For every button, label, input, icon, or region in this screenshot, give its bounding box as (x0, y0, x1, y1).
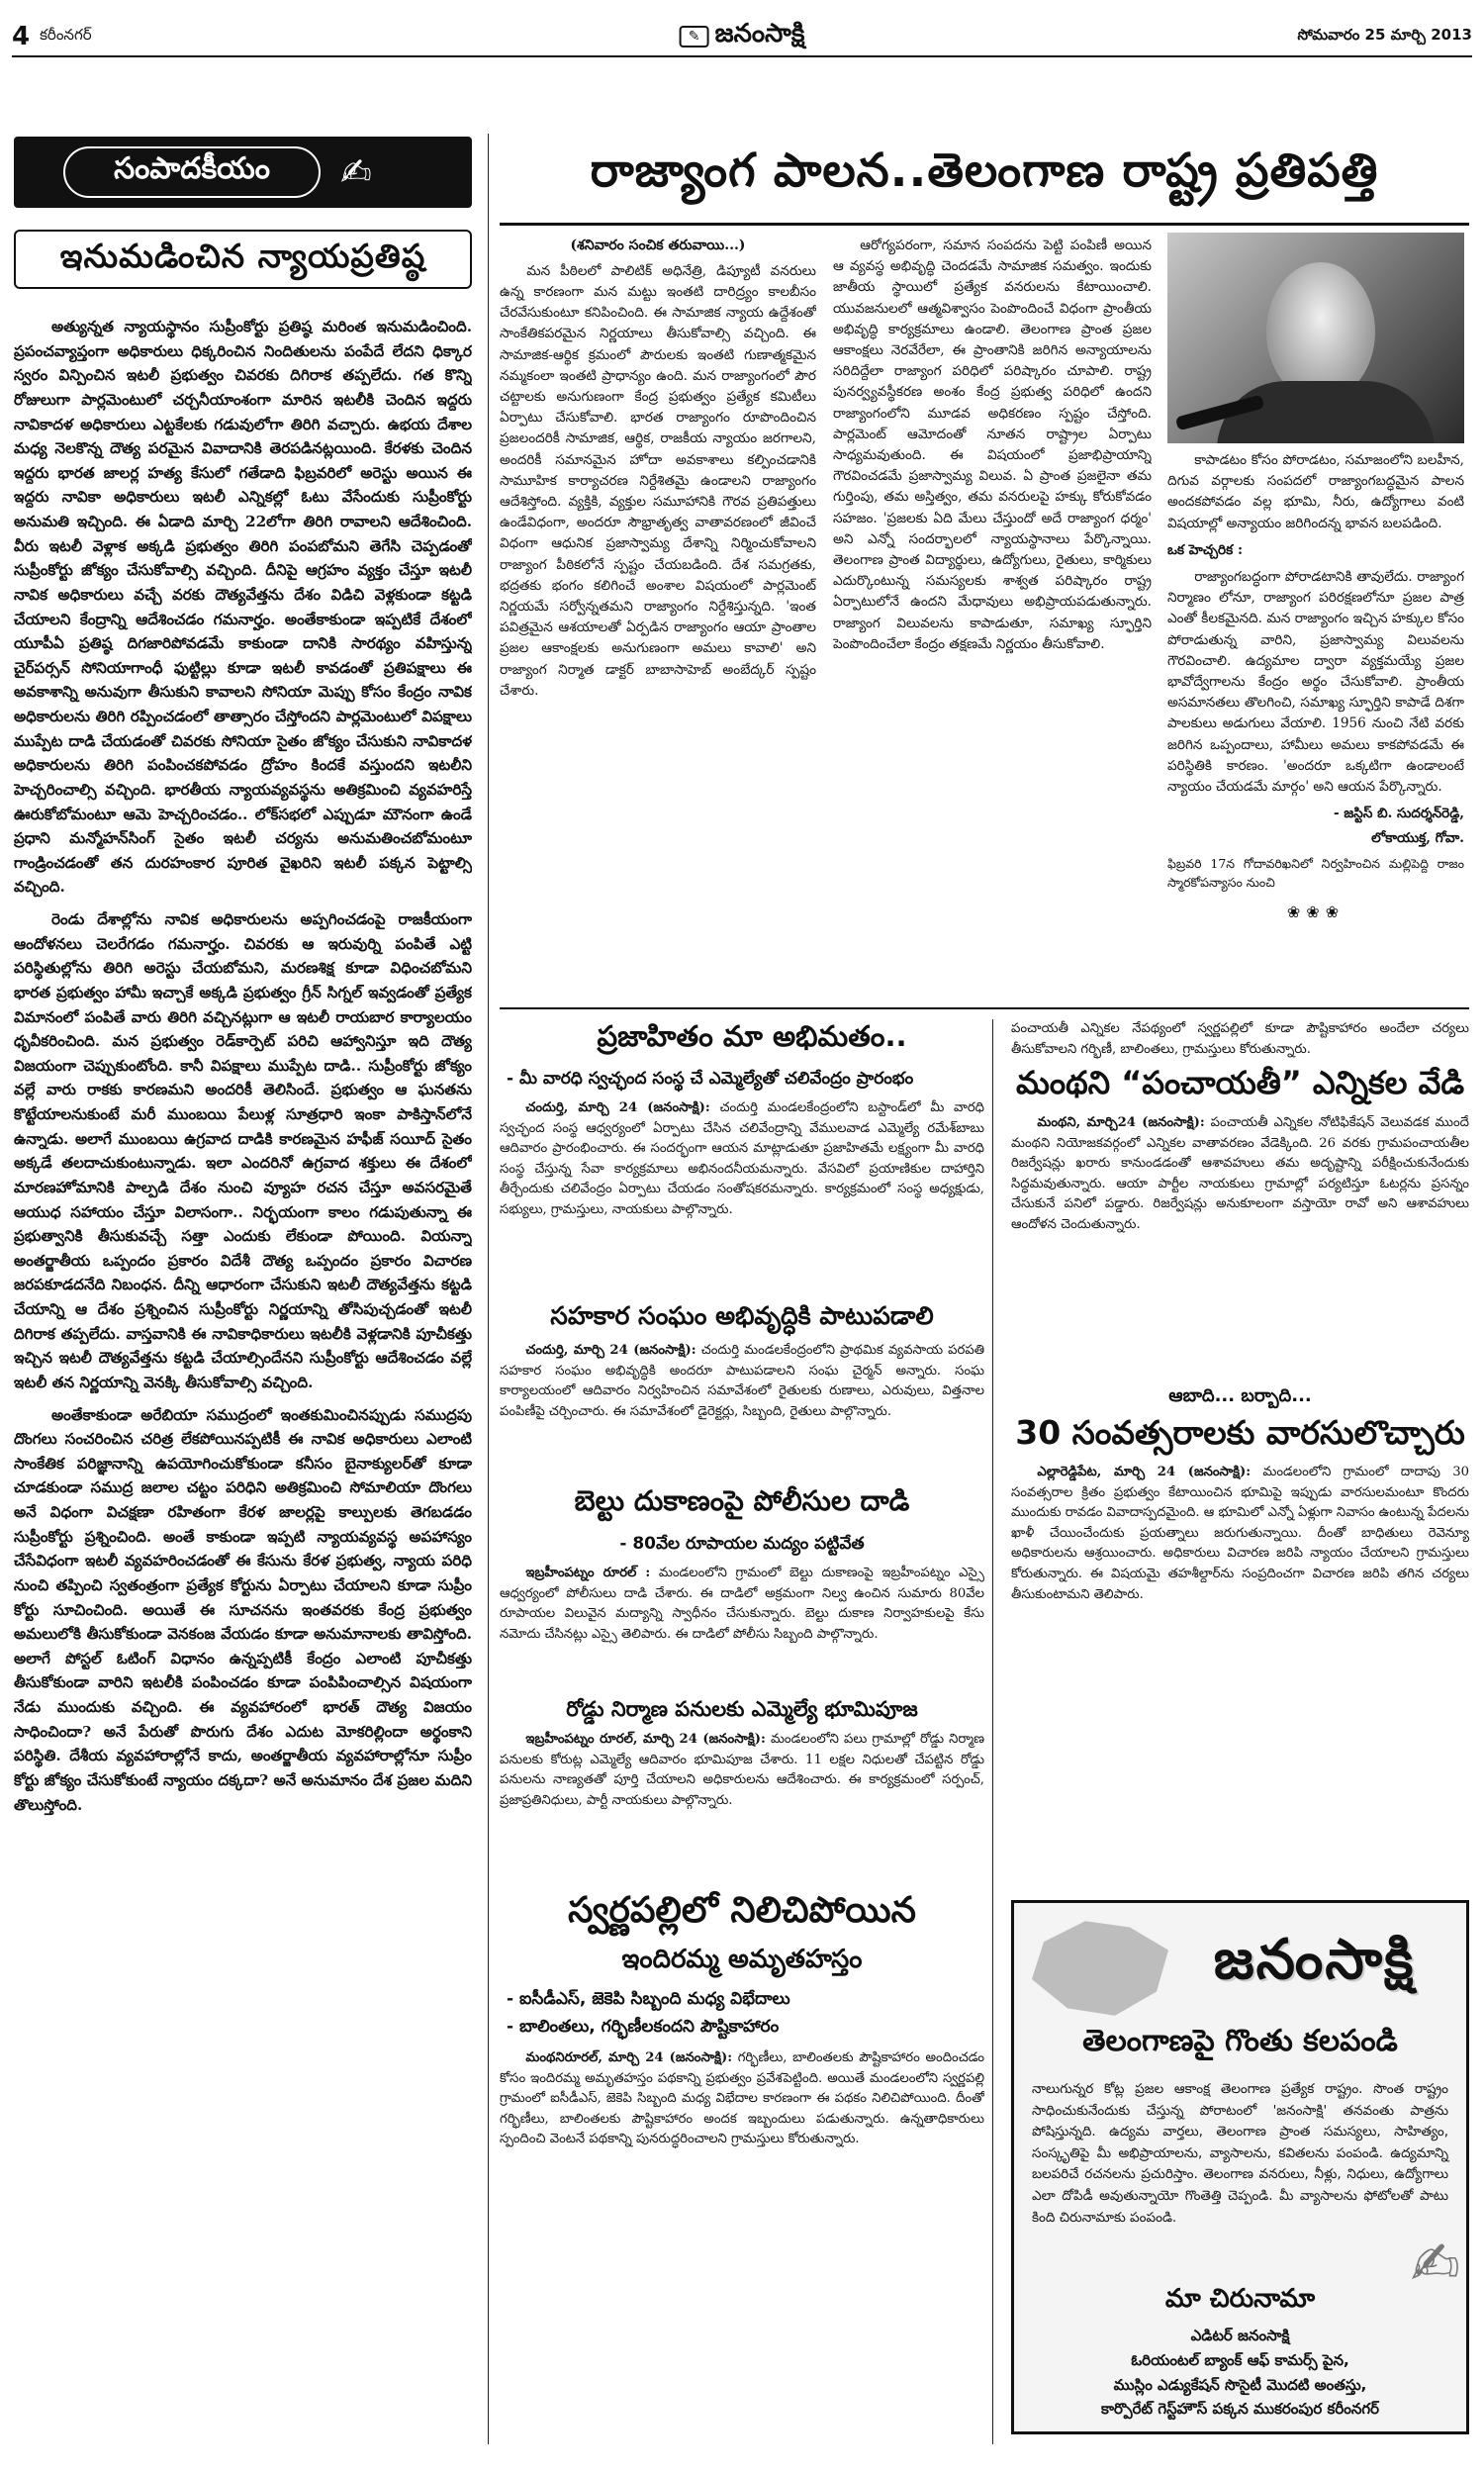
story-kicker: ఆబాది... బర్బాది... (1168, 1385, 1312, 1406)
story-title: మంథని “పంచాయతీ” ఎన్నికల వేడి (1015, 1064, 1465, 1101)
address-line: ఓరియంటల్ బ్యాంక్ ఆఫ్ కామర్స్ పైన, (1131, 2350, 1349, 2369)
telangana-map-icon (1026, 1917, 1174, 2021)
story-text: చందుర్తి మండలకేంద్రంలోని ప్రాథమిక వ్యవసాయ పరపతి సహకార సంఘం అభివృద్ధికి అందరూ పాటుపడాలని సంఘ చైర్మన్ అన్నారు. సంఘ కార్యాలయంలో ఆదివారం నిర్వహించిన సమావేశంలో రైతులకు రుణాలు, ఎరువులు, విత్తనాల పంపిణీపై చర్చించారు. ఈ సమావేశంలో డైరెక్టర్లు, సిబ్బంది, రైతులు పాల్గొన్నారు. (500, 1343, 984, 1419)
main-article-column-3 (1167, 450, 1464, 1004)
editorial-headline: ఇనుమడించిన న్యాయప్రతిష్ఠ (14, 230, 472, 289)
story-title: 30 సంవత్సరాలకు వారసులొచ్చారు (1015, 1413, 1465, 1452)
ad-tagline: తెలంగాణపై గొంతు కలపండి (1082, 2024, 1398, 2058)
story-text: మండలంలోని పలు గ్రామాల్లో రోడ్డు నిర్మాణ పనులకు కోరుట్ల ఎమ్మెల్యే ఆదివారం భూమిపూజ చేశారు. 11 లక్షల నిధులతో చేపట్టిన రోడ్డు పనులను నాణ్యతతో పూర్తి చేయాలని అధికారులను ఆదేశించారు. ఈ కార్యక్రమంలో సర్పంచ్, ప్రజాప్రతినిధులు, పార్టీ నాయకులు పాల్గొన్నారు. (500, 1732, 984, 1808)
editorial-paragraph: అంతేకాకుండా అరేబియా సముద్రంలో ఇంతకుమించినప్పుడు సముద్రపు దొంగలు సంచరించిన చరిత్ర లేకపోయినప్పటికీ ఈ నావిక అధికారులు ఎలాంటి సాంకేతిక పరిజ్ఞానాన్ని ఉపయోగించుకోకుండా కనీసం బైనాక్యులర్‌తో కూడా చూడకుండా సముద్ర జలాల చట్టం పరిధిని అతిక్రమించి సోమాలియా దొంగలు అనే విధంగా విచక్షణా రహితంగా కేరళ జాలర్లపై కాల్పులకు తెగబడడం సుప్రీంకోర్టు ప్రశ్నించింది. అంతే కాకుండా ఇప్పటి న్యాయవ్యవస్థ అపహాస్యం చేసేవిధంగా ఇటలీ వ్యవహరించడంతో ఈ కేసును కేరళ ప్రభుత్వ, న్యాయ పరిధి నుంచి తప్పించి స్వతంత్రంగా ప్రత్యేక కోర్టును ఏర్పాటు చేయాలని కూడా సుప్రీం కోర్టు సూచించింది. అయితే ఈ సూచనను ఇంతవరకు కేంద్ర ప్రభుత్వం అమలులోకి తీసుకోకుండా వెనకంజ వేయడం కూడా అనుమానాలకు తావిస్తోంది. అలాగే పోస్టల్ ఓటింగ్ విధానం ఉన్నప్పటికీ కేంద్రం ఎలాంటి పూచీకత్తు తీసుకోకుండా వారిని ఇటలీకి పంపించడం కూడా పంపిపించాల్సిన విషయంగా నేడు ముందుకు వచ్చింది. ఈ వ్యవహారంలో భారత్ దౌత్య విజయం సాధించిందా? అనే పేరుతో పొరుగు దేశం ఎదుట మోకరిల్లిందా అర్థంకాని పరిస్థితి. దేశీయ వ్యవహారాల్లోనే కాదు, అంతర్జాతీయ వ్యవహారాల్లోనూ సుప్రీం కోర్టు జోక్యం చేసుకోకుంటే న్యాయం దక్కదా? అనే అనుమానం దేశ ప్రజల మదిని తొలుస్తోంది. (14, 1405, 472, 1814)
subhead: ఒక హెచ్చరిక : (1167, 541, 1243, 558)
author-name: - జస్టిస్ బి. సుదర్శన్‌రెడ్డి, (1333, 806, 1464, 822)
address-block (1028, 2324, 1452, 2422)
issue-date: సోమవారం 25 మార్చి 2013 (1297, 26, 1472, 44)
address-line: ముస్లిం ఎడ్యుకేషన్ సొసైటీ మొదటి అంతస్తు, (1113, 2375, 1367, 2394)
dateline: చందుర్తి, మార్చి 24 (జనంసాక్షి): (525, 1100, 710, 1115)
logo-icon: ✎ (680, 26, 709, 48)
writing-hand-icon: ✍ (1410, 2230, 1460, 2299)
pen-icon: ✍ (340, 150, 372, 194)
dateline: మంథని, మార్చి24 (జనంసాక్షి): (1037, 1115, 1205, 1130)
ad-brand: జనంసాక్షి (1213, 1928, 1416, 1992)
story-body (500, 1098, 984, 1296)
masthead (12, 18, 1472, 57)
story-title-line2: ఇందిరమ్మ అమృతహస్తం (621, 1945, 863, 1974)
story-text: మండలంలోని గ్రామంలో దాదాపు 30 సంవత్సరాల క్రితం ప్రభుత్వం కేటాయించిన భూమిపై ఇప్పుడు వారసులమంటూ కొందరు ముందుకు రావడం వివాదాస్పదమైంది. ఆ భూమిలో ఎన్నో ఏళ్లుగా నివాసం ఉంటున్న పేదలను ఖాళీ చేయించేందుకు ప్రయత్నాలు జరుగుతున్నాయి. దీంతో బాధితులు రెవెన్యూ అధికారులను ఆశ్రయించారు. అధికారులు విచారణ జరిపి న్యాయం చేయాలని గ్రామస్తులు కోరుతున్నారు. ఈ విషయమై తహశీల్దార్‌ను సంప్రదించగా విచారణ జరిపి తగిన చర్యలు తీసుకుంటామని తెలిపారు. (1011, 1465, 1469, 1602)
story-body (500, 1730, 984, 1878)
story-title: రోడ్డు నిర్మాణ పనులకు ఎమ్మెల్యే భూమిపూజ (566, 1697, 918, 1721)
dateline: చందుర్తి, మార్చి 24 (జనంసాక్షి): (525, 1343, 696, 1358)
dateline: ఇబ్రహీంపట్నం రూరల్, మార్చి 24 (జనంసాక్షి): (525, 1732, 766, 1747)
story-text: చందుర్తి మండలకేంద్రంలోని బస్టాండ్‌లో మీ వారధి స్వచ్ఛంద సంస్థ ఆధ్వర్యంలో ఏర్పాటు చేసిన చలివేంద్రాన్ని వేములవాడ ఎమ్మెల్యే రమేశ్‌బాబు ఆదివారం ప్రారంభించారు. ఈ సందర్భంగా ఆయన మాట్లాడుతూ ప్రజాహితమే లక్ష్యంగా మీ వారధి సంస్థ చేస్తున్న సేవా కార్యక్రమాలు అభినందనీయమన్నారు. వేసవిలో ప్రయాణికుల దాహార్తిని తీర్చేందుకు చలివేంద్రం ఏర్పాటు చేయడం సంతోషకరమన్నారు. కార్యక్రమంలో సంస్థ అధ్యక్షుడు, సభ్యులు, గ్రామస్తులు, నాయకులు పాల్గొన్నారు. (500, 1100, 984, 1217)
article-paragraph: కాపాడటం కోసం పోరాడటం, సమాజంలోని బలహీన, దిగువ వర్గాలకు సంపదలో రాజ్యాంగబద్ధమైన పాలన అందకపోవడం వల్ల భూమి, నీరు, ఉద్యోగాలు వంటి విషయాల్లో అన్యాయం జరిగిందన్న భావన బలపడింది. (1167, 452, 1464, 531)
article-paragraph: రాజ్యాంగబద్ధంగా పోరాడటానికి తావులేదు. రాజ్యాంగ నిర్మాణం లోనూ, రాజ్యాంగ పరిరక్షణలోనూ ప్రజల పాత్ర ఎంతో కీలకమైనది. మన రాజ్యాంగం ఇచ్చిన హక్కుల కోసం పోరాడుతున్న వారిని, ప్రజాస్వామ్య విలువలను గౌరవించాలి. ఉద్యమాల ద్వారా వ్యక్తమయ్యే ప్రజల భావోద్వేగాలను కేంద్రం అర్థం చేసుకోవాలి. ప్రాంతీయ అసమానతలు తొలగించి, సమాఖ్య స్ఫూర్తిని కాపాడే దిశగా పాలకులు అడుగులు వేయాలి. 1956 నుంచి నేటి వరకు జరిగిన ఒప్పందాలు, హామీలు అమలు కాకపోవడమే ఈ పరిస్థితికి కారణం. 'అందరూ ఒక్కటిగా ఉండాలంటే న్యాయం చేయడమే మార్గం' అని ఆయన పేర్కొన్నారు. (1167, 569, 1464, 796)
story-body (1011, 1113, 1469, 1371)
story-title: బెల్టు దుకాణంపై పోలీసుల దాడి (574, 1484, 910, 1517)
section-name: కరీంనగర్ (40, 26, 92, 44)
address-title: మా చిరునామా (1164, 2284, 1316, 2314)
story-title: సహకార సంఘం అభివృద్ధికి పాటుపడాలి (550, 1301, 934, 1330)
story-body (500, 2048, 984, 2439)
ornament-icon: ❀❀❀ (1286, 902, 1345, 921)
column-rule (488, 134, 489, 2444)
dateline: ఇబ్రహీంపట్నం రూరల్ : (525, 1566, 651, 1580)
section-divider (500, 1007, 1469, 1009)
story-title: స్వర్ణపల్లిలో నిలిచిపోయిన (568, 1890, 916, 1931)
story-body (500, 1341, 984, 1470)
editorial-banner-label: సంపాదకీయం (63, 146, 321, 198)
story-subtitle: - బాలింతలు, గర్భిణీలకందని పౌష్టికాహారం (507, 2017, 780, 2037)
story-text: గర్భిణీలు, బాలింతలకు పౌష్టికాహారం అందించడం కోసం ఇందిరమ్మ అమృతహస్తం పథకాన్ని ప్రభుత్వం ప్రవేశపెట్టింది. అయితే మండలంలోని స్వర్ణపల్లి గ్రామంలో ఐసీడీఎస్, జెకెపి సిబ్బంది మధ్య విభేదాల కారణంగా ఈ పథకం నిలిచిపోయింది. దీంతో గర్భిణీలు, బాలింతలకు పౌష్టికాహారం అందక ఇబ్బందులు పడుతున్నారు. ఉన్నతాధికారులు స్పందించి వెంటనే పథకాన్ని పునరుద్ధరించాలని గ్రామస్తులు కోరుతున్నారు. (500, 2050, 984, 2147)
author-role: లోకాయుక్త, గోవా. (1371, 830, 1464, 847)
editorial-paragraph: రెండు దేశాల్లోను నావిక అధికారులను అప్పగించడంపై రాజకీయంగా ఆందోళనలు చెలరేగడం గమనార్హం. చివరకు ఆ ఇరువుర్ని పంపితే ఎట్టి పరిస్థితుల్లోను తిరిగి అరెస్టు చేయబోమని, మరణశిక్ష కూడా విధించబోమని భారత ప్రభుత్వం హామీ ఇచ్చాకే అక్కడి ప్రభుత్వం గ్రీన్ సిగ్నల్ ఇవ్వడంతో ప్రత్యేక విమానంలో పంపితే వారు తిరిగి వచ్చినట్లుగా ఆ ఇటలీ రాయబార కార్యాలయం ధృవీకరించింది. మన ప్రభుత్వం రెడ్‌కార్పెట్ పరిచి ఆహ్వానిస్తూ ఇది దౌత్య విజయంగా చెప్పుకుంటోంది. కానీ విపక్షాలు ముప్పేట దాడి.. సుప్రీంకోర్టు జోక్యం వల్లే వారు రాకకు కారణమని అందరికీ తెలిసిందే. ప్రభుత్వం ఆ ఘనతను కొట్టేయాలనుకుంటే మరీ ముంబయి పేలుళ్ల సూత్రధారి ఇంకా పాకిస్తాన్‌లోనే ఉన్నాడు. అలాగే ముంబయి ఉగ్రవాద దాడికి కారణమైన హఫీజ్ సయీద్ సైతం అక్కడే తలదాచుకుంటున్నాడు. ఇలా ఎందరినో ఉగ్రవాద శక్తులు ఈ దేశంలో మారణహోమానికి పాల్పడి దేశం నుంచి వ్యూహ రచన చేస్తూ అవసరమైతే ఆయుధ సహాయం చేస్తూ విలాసంగా.. నిర్భయంగా కాలం గడుపుతున్నా ఈ ప్రభుత్వానికి తీసుకువచ్చే సత్తా ఎందుకు లేకుండా పోయింది. వియన్నా అంతర్జాతీయ ఒప్పందం ప్రకారం విదేశీ దౌత్య ఒప్పందం ప్రకారం విచారణ జరపకూడదనేది నిబంధన. దీన్ని ఆధారంగా చేసుకుని ఇటలీ దౌత్యవేత్తను కట్టడి చేయాన్ని ఆ దేశం ప్రశ్నించిన సుప్రీంకోర్టు నిర్ణయాన్ని తోసిపుచ్చడంతో ఇటలీ దిగిరాక తప్పలేదు. వాస్తవానికి ఈ నావికాధికారులు ఇటలీకి వెళ్లడానికి పూచీకత్తు ఇచ్చిన ఇటలీ దౌత్యవేత్తను కట్టడి చేయాల్సిందేనని సుప్రీంకోర్టు ఆదేశించడం వల్లే ఇటలీ తన నిర్ణయాన్ని వెనక్కి తీసుకోవాల్సి వచ్చింది. (14, 910, 472, 1391)
house-advertisement (1011, 1900, 1469, 2434)
address-line: ఎడిటర్ జనంసాక్షి (1190, 2327, 1290, 2344)
story-continuation (1011, 1019, 1469, 1061)
story-body (500, 1564, 984, 1687)
editorial-banner (14, 137, 472, 208)
story-title: ప్రజాహితం మా అభిమతం.. (597, 1019, 907, 1053)
address-line: కార్పొరేట్ గెస్ట్‌హౌస్ పక్కన ముకరంపుర కరీంనగర్ (1100, 2400, 1380, 2419)
dateline: మంథనిరూరల్, మార్చి 24 (జనంసాక్షి): (525, 2050, 733, 2065)
continued-label: (శనివారం సంచిక తరువాయి...) (570, 238, 746, 253)
main-article-column-1 (500, 236, 816, 998)
story-subtitle: - మీ వారధి స్వచ్ఛంద సంస్థ చే ఎమ్మెల్యేతో చలివేంద్రం ప్రారంభం (507, 1069, 914, 1089)
story-subtitle: - ఐసీడీఎస్, జెకెపి సిబ్బంది మధ్య విభేదాలు (507, 1989, 790, 2009)
main-article-column-2 (833, 236, 1152, 998)
author-note: ఫిబ్రవరి 17న గోదావరిఖనిలో నిర్వహించిన మల్లిపెద్ది రాజం స్మారకోపన్యాసం నుంచి (1167, 855, 1464, 891)
story-text: మండలంలోని గ్రామంలో బెల్టు దుకాణంపై ఇబ్రహీంపట్నం ఎస్సై ఆధ్వర్యంలో పోలీసులు దాడి చేశారు. ఈ దాడిలో అక్రమంగా నిల్వ ఉంచిన సుమారు 80వేల రూపాయల విలువైన మద్యాన్ని స్వాధీనం చేసుకున్నారు. బెల్టు దుకాణ నిర్వాహకులపై కేసు నమోదు చేసినట్లు ఎస్సై తెలిపారు. ఈ దాడిలో పోలీసు సిబ్బంది పాల్గొన్నారు. (500, 1566, 984, 1642)
column-rule (992, 1019, 993, 2444)
article-paragraph: మన పీఠిలలో పాలిటిక్ అధినేత్రి, డిప్యూటీ వనరులు ఉన్న కారణంగా మన మట్టు ఇంతటి దారిద్ర్యం కాలబీసం చేరవేసుకుంటూ కనిపించింది. ఈ సామాజిక న్యాయ ఉద్దేశంతో సాంకేతికపరమైన నిర్ణయాలు తీసుకోవాల్సి వచ్చింది. ఈ సామాజిక-ఆర్థిక క్రమంలో పౌరులకు ఇంతటి గుణాత్మకమైన నమ్మకంలా ఇంతటి ప్రాధాన్యం ఉంది. మన రాజ్యాంగంలో పౌర చట్టాలకు అనుగుణంగా కేంద్ర ప్రభుత్వం ప్రత్యేక కమిటీలు ఏర్పాటు చేసుకోవాలి. భారత రాజ్యాంగం రూపొందించిన ప్రజలందరికీ సామాజిక, ఆర్థిక, రాజకీయ న్యాయం జరగాలని, అందరికీ సమానమైన హోదా అవకాశాలు కల్పించడానికి సామూహిక కార్యాచరణ నిర్దేశితమై ఉండాలని రాజ్యాంగం ఆదేశిస్తోంది. వ్యక్తికి, వ్యక్తుల సమూహానికి గౌరవ ప్రతిపత్తులు ఉండేవిధంగా, అందరూ సౌభ్రాతృత్వ వాతావరణంలో జీవించే విధంగా ఆధునిక ప్రజాస్వామ్య దేశాన్ని నిర్మించుకోవాలని రాజ్యాంగ పీఠికలోనే స్పష్టం చేయబడింది. దేశ సమగ్రతకు, భద్రతకు భంగం కలిగించే అంశాల విషయంలో పార్లమెంట్ నిర్ణయమే సర్వోన్నతమని రాజ్యాంగం నిర్దేశిస్తున్నది. 'ఇంత పవిత్రమైన ఆశయాలతో ఏర్పడిన రాజ్యాంగం ఆయా ప్రాంతాల ప్రజల ఆకాంక్షలకు అనుగుణంగా అమలు కావాలి' అని రాజ్యాంగ నిర్మాత డాక్టర్ బాబాసాహెబ్ అంబేద్కర్ స్పష్టం చేశారు. (500, 262, 816, 699)
main-headline: రాజ్యాంగ పాలన..తెలంగాణ రాష్ట్ర ప్రతిపత్తి (590, 143, 1379, 198)
story-subtitle: - 80వేల రూపాయల మద్యం పట్టివేత (619, 1534, 865, 1554)
headline-rule (500, 223, 1469, 226)
article-paragraph: ఆరోగ్యపరంగా, సమాన సంపదను పెట్టి పంపిణీ అయిన ఆ వ్యవస్థ అభివృద్ధి చెందడమే సామాజిక సమత్వం. ఇందుకు జాతీయ స్థాయిలో ప్రత్యేక వనరులను కేటాయించాలి. యువజనులలో ఆత్మవిశ్వాసం పెంపొందించే విధంగా ప్రాంతీయ అభివృద్ధి కార్యక్రమాలు ఉండాలి. తెలంగాణ ప్రాంత ప్రజల ఆకాంక్షలు నెరవేరేలా, ఈ ప్రాంతానికి జరిగిన అన్యాయాలను సరిదిద్దేలా రాజ్యాంగ పరిధిలో పరిష్కారం చూపాలి. రాష్ట్ర పునర్వ్యవస్థీకరణ అంశం కేంద్ర ప్రభుత్వ పరిధిలో ఉందని రాజ్యాంగంలోని మూడవ అధికరణం స్పష్టం చేస్తోంది. పార్లమెంట్ ఆమోదంతో నూతన రాష్ట్రాల ఏర్పాటు సాధ్యమవుతుంది. ఈ విషయంలో ప్రజాభిప్రాయాన్ని గౌరవించడమే ప్రజాస్వామ్య విలువ. ఏ ప్రాంత ప్రజలైనా తమ గుర్తింపు, తమ అస్తిత్వం, తమ వనరులపై హక్కు కోరుకోవడం సహజం. 'ప్రజలకు ఏది మేలు చేస్తుందో అదే రాజ్యాంగ ధర్మం' అని ఎన్నో సందర్భాలలో న్యాయస్థానాలు పేర్కొన్నాయి. తెలంగాణ ప్రాంత విద్యార్థులు, ఉద్యోగులు, రైతులు, కార్మికులు ఎదుర్కొంటున్న సమస్యలకు శాశ్వత పరిష్కారం రాష్ట్ర ఏర్పాటులోనే ఉందని మేధావులు అభిప్రాయపడుతున్నారు. రాజ్యాంగ విలువలను కాపాడుతూ, సమాఖ్య స్ఫూర్తిని పెంపొందించేలా కేంద్రం తక్షణమే నిర్ణయం తీసుకోవాలి. (833, 238, 1152, 652)
masthead-logo (680, 19, 805, 54)
ad-body: నాలుగున్నర కోట్ల ప్రజల ఆకాంక్ష తెలంగాణ ప్రత్యేక రాష్ట్రం. సొంత రాష్ట్రం సాధించుకునేందుకు చేస్తున్న పోరాటంలో 'జనంసాక్షి' తనవంతు పాత్రను పోషిస్తున్నది. ఉద్యమ వార్తలు, తెలంగాణ ప్రాంత సమస్యలు, సాహిత్యం, సంస్కృతిపై మీ అభిప్రాయాలను, వ్యాసాలను, కవితలను పంపండి. ఉద్యమాన్ని బలపరిచే రచనలను ప్రచురిస్తాం. తెలంగాణ వనరులు, నీళ్లు, నిధులు, ఉద్యోగాలు ఎలా దోపిడీ అవుతున్నాయో గొంతెత్తి చెప్పండి. మీ వ్యాసాలను ఫోటోలతో పాటు కింది చిరునామాకు పంపండి. (1032, 2081, 1448, 2226)
dateline: ఎల్లారెడ్డిపేట, మార్చి 24 (జనంసాక్షి): (1037, 1465, 1252, 1479)
story-body (1011, 1463, 1469, 1888)
editorial-paragraph: అత్యున్నత న్యాయస్థానం సుప్రీంకోర్టు ప్రతిష్ఠ మరింత ఇనుమడించింది. ప్రపంచవ్యాప్తంగా అధికారులు ధిక్కరించిన నిందితులను పంపేదే లేదని ధిక్కార స్వరం విన్పించిన ఇటలీ ప్రభుత్వం చివరకు దిగిరాక తప్పలేదు. గత కొన్ని రోజులుగా పార్లమెంటులో చర్చనీయాంశంగా మారిన ఇటలీకి చెందిన ఇద్దరు నావికాదళ అధికారులు ఎట్టకేలకు గడువులోగా తిరిగి వచ్చారు. ఉభయ దేశాల మధ్య నెలకొన్న దౌత్య పరమైన వివాదానికి తెరపడినట్లయింది. కేరళకు చెందిన ఇద్దరు భారత జాలర్ల హత్య కేసులో గతేడాది ఫిబ్రవరిలో అరెస్టు అయిన ఈ ఇద్దరు నావికా అధికారులు ఇటలీ ఎన్నికల్లో ఓటు వేసేందుకు సుప్రీంకోర్టు అనుమతి ఇచ్చింది. ఈ ఏడాది మార్చి 22లోగా తిరిగి రావాలని ఆదేశించింది. వీరు ఇటలీ వెళ్లాక అక్కడి ప్రభుత్వం తిరిగి పంపబోమని తెగేసి చెప్పడంతో సుప్రీంకోర్టు జోక్యం చేసుకోవాల్సి వచ్చింది. దీనిపై ఆగ్రహం వ్యక్తం చేస్తూ ఇటలీ నావిక అధికారులు వచ్చే వరకు దౌత్యవేత్తను దేశం విడిచి వెళ్లకుండా కట్టడి చేయాలని కేంద్రాన్ని ఆదేశించడం గమనార్హం. అంతేకాకుండా ఇప్పటికే దేశంలో యూపీఏ ప్రతిష్ఠ దిగజారిపోవడమే కాకుండా దానికి సారథ్యం వహిస్తున్న చైర్‌పర్సన్ సోనియాగాంధీ ఫుట్టిల్లు కూడా ఇటలీ కావడంతో ప్రతిపక్షాలు ఈ అవకాశాన్ని అనువుగా తీసుకుని కావాలని సోనియా మెప్పు కోసం కేంద్రం నావిక అధికారులను తిరిగి రప్పించడంలో తాత్సారం చేస్తోందని పార్లమెంటులో విపక్షాలు ముప్పేట దాడి చేయడంతో చివరకు సోనియా సైతం జోక్యం చేసుకుని నావికాదళ అధికారులను తిరిగి పంపించకపోవడం ద్రోహం కిందకే వస్తుందని ఇటలీని హెచ్చరించాల్సి వచ్చింది. భారతీయ న్యాయవ్యవస్థను అతిక్రమించి వ్యవహరిస్తే ఊరుకోబోమంటూ ఆమె హెచ్చరించడం.. లోక్‌సభలో ఎప్పుడూ మౌనంగా ఉండే ప్రధాని మన్మోహన్‌సింగ్ సైతం ఇటలీ చర్యను అనుమతించబోమంటూ గాండ్రించడంతో తన దురహంకార పూరిత వైఖరిని ఇటలీ పక్కన పెట్టాల్సి వచ్చింది. (14, 318, 472, 897)
story-text: పంచాయతీ ఎన్నికల నోటిఫికేషన్ వెలువడక ముందే మంథని నియోజకవర్గంలో ఎన్నికల వాతావరణం వేడెక్కింది. 26 వరకు గ్రామపంచాయతీల రిజర్వేషన్లు ఖరారు కానుండడంతో ఆశావహులు తమ అదృష్టాన్ని పరీక్షించుకునేందుకు సిద్ధమవుతున్నారు. ఆయా పార్టీల నాయకులు గ్రామాల్లో పర్యటిస్తూ ఓటర్లను ప్రసన్నం చేసుకునే పనిలో పడ్డారు. రిజర్వేషన్లు అనుకూలంగా వస్తాయో రావో అని ఆశావహులు ఆందోళన చెందుతున్నారు. (1011, 1115, 1469, 1232)
logo-text: జనంసాక్షి (714, 19, 805, 48)
editorial-body (14, 315, 472, 2442)
page-number: 4 (12, 22, 31, 51)
story-text: పంచాయతీ ఎన్నికల నేపథ్యంలో స్వర్ణపల్లిలో కూడా పౌష్టికాహారం అందేలా చర్యలు తీసుకోవాలని గర్భిణీ, బాలింతలు, గ్రామస్తులు కోరుతున్నారు. (1011, 1021, 1469, 1057)
author-photo (1167, 233, 1464, 443)
